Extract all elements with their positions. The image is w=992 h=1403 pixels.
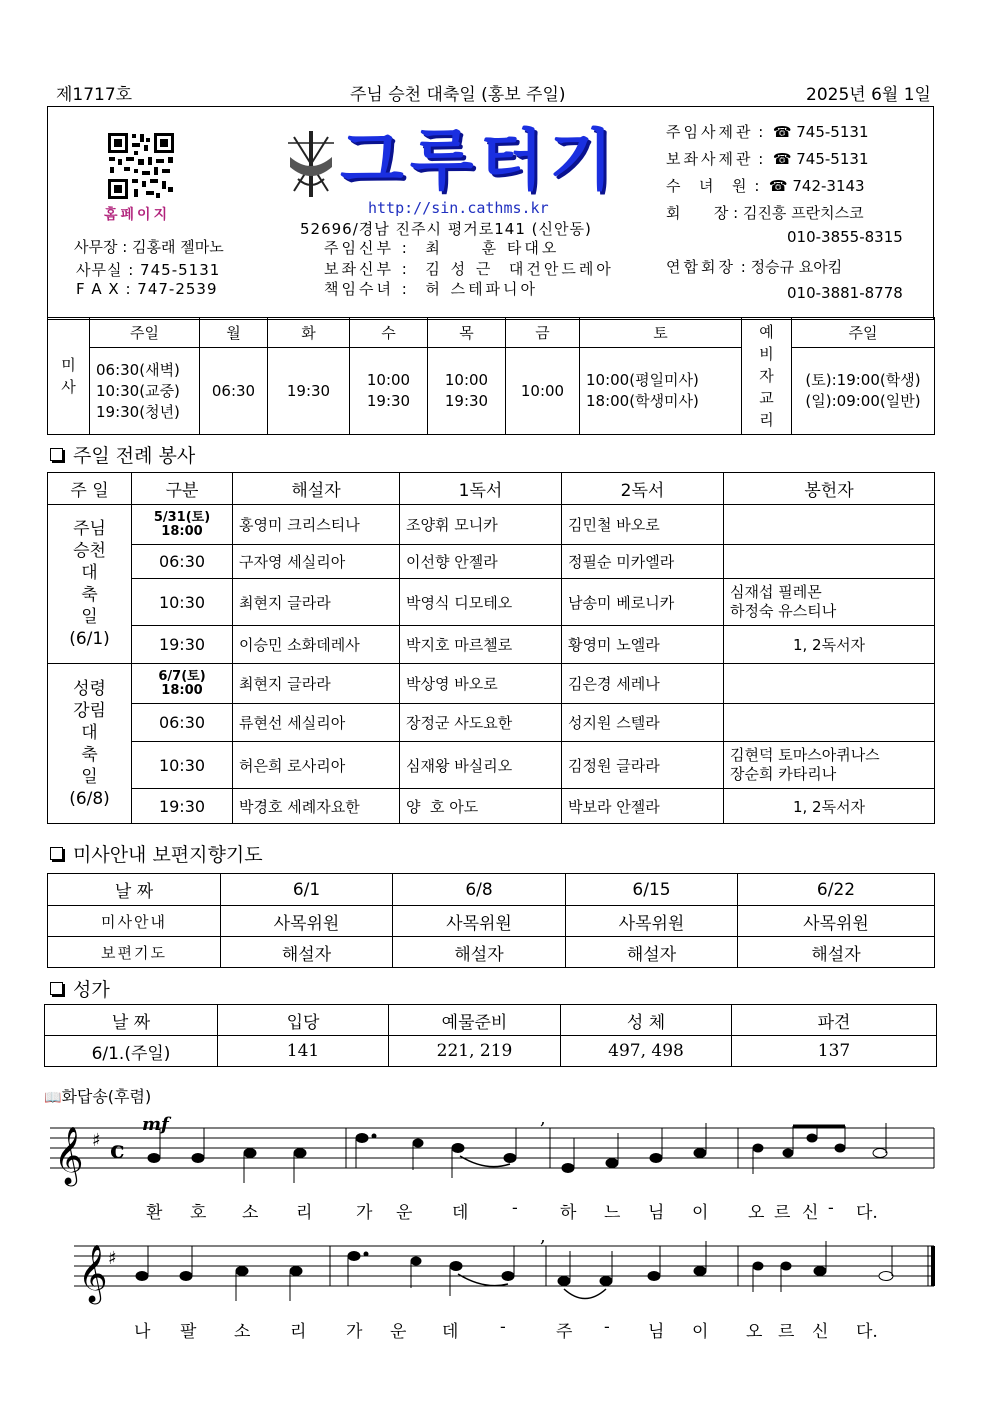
- reading1: 이선향 안젤라: [400, 545, 562, 579]
- music-staff-1: [50, 1108, 936, 1188]
- checkbox-icon: [50, 847, 63, 860]
- offering: [724, 579, 935, 626]
- logo-title: 그루터기: [340, 122, 620, 199]
- svg-text:𝄞: 𝄞: [78, 1244, 108, 1302]
- guide-cell: 사목위원: [738, 906, 935, 937]
- lyric: 운: [396, 1203, 413, 1223]
- guide-header-date: 6/8: [393, 874, 566, 906]
- mass-time: 10:00: [366, 371, 411, 389]
- psalm-title: [44, 1084, 151, 1107]
- reading2: 김은경 세레나: [562, 664, 724, 704]
- time-line: 18:00: [161, 682, 203, 698]
- mass-time: 06:30(새벽): [96, 360, 180, 379]
- catechism-time: (일):09:00(일반): [805, 392, 921, 410]
- contact-federation: 연합회장 : 정승규 요아킴: [666, 258, 843, 276]
- lyric: 주: [556, 1322, 573, 1342]
- contact-value: ☎ 742-3143: [768, 177, 865, 195]
- lyric: 오: [748, 1203, 765, 1223]
- mass-header-wed: 수: [350, 318, 428, 348]
- homepage-url[interactable]: http://sin.cathms.kr: [368, 199, 549, 217]
- contact-convent: 수 녀 원 : ☎ 742-3143: [666, 177, 865, 195]
- lyric: 팔: [180, 1322, 197, 1342]
- liturgy-time: 10:30: [132, 742, 233, 789]
- church-emblem-icon: [284, 129, 338, 199]
- lyrics-line-1: [0, 1198, 992, 1222]
- assistant-priest: 보좌신부 : 김 성 근 대건안드레아: [324, 260, 614, 278]
- offering: 1, 2독서자: [724, 789, 935, 824]
- liturgy-table: [47, 472, 935, 824]
- catechism-times: [792, 348, 935, 435]
- hymn-header: 파견: [732, 1005, 937, 1036]
- hymn-number: 137: [732, 1036, 937, 1067]
- mass-row-label: 미 사: [48, 318, 90, 435]
- mass-time: 19:30: [444, 392, 489, 410]
- time-line: 18:00: [161, 523, 203, 539]
- hymn-header: 날 짜: [45, 1005, 218, 1036]
- lyric: -: [828, 1198, 834, 1218]
- guide-header-date: 6/22: [738, 874, 935, 906]
- group-name-line: 대: [81, 722, 98, 743]
- lyric: 오: [746, 1322, 763, 1342]
- guide-row-label: 미사안내: [48, 906, 221, 937]
- reading1: 조양휘 모니카: [400, 505, 562, 545]
- hymn-date: 6/1.(주일): [45, 1036, 218, 1067]
- group-name-line: 축: [81, 744, 98, 765]
- contact-value: 정승규 요아킴: [750, 258, 843, 276]
- offering: 1, 2독서자: [724, 626, 935, 664]
- reading1: 박상영 바오로: [400, 664, 562, 704]
- contact-label: 수 녀 원: [666, 177, 750, 195]
- lyric: 운: [390, 1322, 407, 1342]
- issue-number: 제1717호: [56, 85, 133, 105]
- group-name-line: 승천: [73, 541, 106, 561]
- hymn-section-title: [50, 975, 110, 1002]
- lyric: -: [604, 1317, 610, 1337]
- mass-header-mon: 월: [200, 318, 268, 348]
- offering-line: 심재섭 필레몬: [730, 583, 822, 601]
- mass-schedule-table: [47, 317, 935, 435]
- contact-federation-phone: 010-3881-8778: [787, 284, 903, 302]
- svg-text:𝄞: 𝄞: [54, 1126, 84, 1184]
- svg-text:♯: ♯: [108, 1248, 117, 1269]
- contact-value: 김진흥 프란치스코: [742, 204, 864, 222]
- mass-sat-times: [580, 348, 742, 435]
- guide-table: [47, 873, 935, 968]
- lyric: 님: [648, 1322, 665, 1342]
- contact-rectory: 주임사제관 : ☎ 745-5131: [666, 123, 869, 141]
- checkbox-icon: [50, 982, 63, 995]
- svg-text:,: ,: [540, 1108, 546, 1129]
- lyric: 가: [356, 1203, 373, 1223]
- svg-text:c: c: [110, 1135, 125, 1164]
- commentator: 박경호 세례자요한: [233, 789, 400, 824]
- catechism-time: (토):19:00(학생): [805, 371, 921, 389]
- lyric: 데: [452, 1203, 469, 1223]
- offering-line: 장순희 카타리나: [730, 765, 837, 783]
- mass-time: 19:30: [366, 392, 411, 410]
- time-line: 6/7(토): [158, 668, 206, 684]
- lyric: 나: [134, 1322, 151, 1342]
- guide-cell: 해설자: [738, 937, 935, 968]
- liturgy-section-title: [50, 441, 195, 468]
- guide-cell: 사목위원: [566, 906, 738, 937]
- group-name-line: 성령: [73, 678, 106, 699]
- hymn-header: 성 체: [561, 1005, 732, 1036]
- offering: [724, 545, 935, 579]
- liturgy-time: 19:30: [132, 789, 233, 824]
- lyric: 다.: [856, 1322, 878, 1342]
- liturgy-header-commentator: 해설자: [233, 473, 400, 505]
- contact-label: 주임사제관: [666, 123, 754, 141]
- mass-header-catechism-sunday: 주일: [792, 318, 935, 348]
- commentator: 허은희 로사리아: [233, 742, 400, 789]
- contact-value: ☎ 745-5131: [772, 150, 869, 168]
- checkbox-icon: [50, 448, 63, 461]
- contact-value: ☎ 745-5131: [772, 123, 869, 141]
- dynamic-marking: mf: [142, 1114, 169, 1135]
- lyrics-line-2: [0, 1317, 992, 1341]
- masthead: [47, 106, 934, 320]
- group-name-line: (6/8): [69, 788, 110, 809]
- mass-sunday-times: [90, 348, 200, 435]
- hymn-number: 497, 498: [561, 1036, 732, 1067]
- group-name-line: 강림: [73, 700, 106, 721]
- lyric: 하: [560, 1203, 577, 1223]
- lyric: 소: [234, 1322, 251, 1342]
- office-phone: 사무실 : 745-5131: [76, 261, 221, 279]
- fax: F A X : 747-2539: [76, 280, 218, 298]
- mass-thu-times: [428, 348, 506, 435]
- contact-label: 보좌사제관: [666, 150, 754, 168]
- office-head: 사무장 : 김홍래 젤마노: [74, 238, 224, 256]
- liturgy-header-type: 구분: [132, 473, 233, 505]
- liturgy-title-text: 주일 전례 봉사: [73, 445, 196, 467]
- group-name-line: 주님: [73, 519, 106, 539]
- guide-section-title: [50, 840, 263, 867]
- offering-line: 하정숙 유스티나: [730, 602, 837, 620]
- offering-line: 김현덕 토마스아퀴나스: [730, 746, 880, 764]
- mass-time: 19:30(청년): [96, 402, 180, 421]
- homepage-label: 홈페이지: [104, 207, 171, 223]
- lyric: 가: [346, 1322, 363, 1342]
- mass-header-catechism: 예 비 자 교 리: [742, 318, 792, 435]
- liturgy-time: 10:30: [132, 579, 233, 626]
- contacts: [666, 121, 928, 310]
- lyric: 신: [812, 1322, 829, 1342]
- book-icon: 📖: [44, 1090, 62, 1106]
- liturgy-header-sunday: 주 일: [48, 473, 132, 505]
- mass-fri-time: 10:00: [506, 348, 580, 435]
- guide-header-date: 6/1: [221, 874, 393, 906]
- guide-header-date: 6/15: [566, 874, 738, 906]
- reading2: 정필순 미카엘라: [562, 545, 724, 579]
- liturgy-time: [132, 664, 233, 704]
- commentator: 류현선 세실리아: [233, 704, 400, 742]
- hymn-table: [44, 1004, 937, 1067]
- reading2: 황영미 노엘라: [562, 626, 724, 664]
- guide-row-label: 보편기도: [48, 937, 221, 968]
- mass-time: 10:30(교중): [96, 381, 180, 400]
- liturgy-header-offering: 봉헌자: [724, 473, 935, 505]
- reading2: 남송미 베로니카: [562, 579, 724, 626]
- guide-title-text: 미사안내 보편지향기도: [73, 844, 263, 866]
- lyric: 이: [692, 1203, 709, 1223]
- commentator: 홍영미 크리스티나: [233, 505, 400, 545]
- reading1: 장정군 사도요한: [400, 704, 562, 742]
- group-name-line: (6/1): [69, 629, 110, 649]
- lyric: 호: [190, 1203, 207, 1223]
- address: 52696/경남 진주시 평거로141 (신안동): [300, 220, 592, 238]
- psalm-title-text: 화답송(후렴): [61, 1087, 152, 1106]
- lyric: 이: [692, 1322, 709, 1342]
- guide-cell: 해설자: [393, 937, 566, 968]
- contact-label: 연합회장: [666, 258, 736, 276]
- hymn-header: 예물준비: [389, 1005, 561, 1036]
- hymn-number: 221, 219: [389, 1036, 561, 1067]
- lyric: 느: [604, 1203, 621, 1223]
- svg-text:♯: ♯: [92, 1130, 101, 1151]
- lyric: 소: [242, 1203, 259, 1223]
- contact-assistant: 보좌사제관 : ☎ 745-5131: [666, 150, 869, 168]
- music-staff-2: [74, 1226, 938, 1306]
- mass-time: 10:00(평일미사): [586, 371, 699, 389]
- reading1: 박영식 디모테오: [400, 579, 562, 626]
- lyric: 다.: [856, 1203, 878, 1223]
- time-line: 5/31(토): [153, 509, 211, 525]
- offering: [724, 664, 935, 704]
- offering: [724, 704, 935, 742]
- mass-header-fri: 금: [506, 318, 580, 348]
- commentator: 구자영 세실리아: [233, 545, 400, 579]
- reading2: 박보라 안젤라: [562, 789, 724, 824]
- hymn-number: 141: [218, 1036, 389, 1067]
- group-name-line: 축: [81, 585, 98, 605]
- liturgy-time: 19:30: [132, 626, 233, 664]
- guide-cell: 해설자: [221, 937, 393, 968]
- lyric: 르: [774, 1203, 791, 1223]
- liturgy-header-reading2: 2독서: [562, 473, 724, 505]
- mass-header-sunday: 주일: [90, 318, 200, 348]
- guide-cell: 사목위원: [221, 906, 393, 937]
- liturgy-group-name: [48, 505, 132, 664]
- group-name-line: 대: [81, 563, 98, 583]
- page-title: 주님 승천 대축일 (홍보 주일): [350, 85, 566, 105]
- reading1: 양 호 아도: [400, 789, 562, 824]
- lyric: 데: [442, 1322, 459, 1342]
- contact-label: 회 장: [666, 204, 729, 222]
- liturgy-time: [132, 505, 233, 545]
- offering: [724, 742, 935, 789]
- offering: [724, 505, 935, 545]
- group-name-line: 일: [81, 766, 98, 787]
- lyric: 르: [778, 1322, 795, 1342]
- mass-time: 10:00: [444, 371, 489, 389]
- mass-tue-time: 19:30: [268, 348, 350, 435]
- lyric: 리: [290, 1322, 307, 1342]
- lyric: 리: [296, 1203, 313, 1223]
- reading2: 성지원 스텔라: [562, 704, 724, 742]
- guide-header-date: 날 짜: [48, 874, 221, 906]
- reading1: 박지호 마르첼로: [400, 626, 562, 664]
- contact-president: 회 장 : 김진흥 프란치스코: [666, 204, 864, 222]
- svg-text:,: ,: [540, 1226, 546, 1247]
- reading1: 심재왕 바실리오: [400, 742, 562, 789]
- liturgy-time: 06:30: [132, 545, 233, 579]
- qr-code-icon[interactable]: [106, 131, 176, 201]
- commentator: 최현지 글라라: [233, 664, 400, 704]
- contact-president-phone: 010-3855-8315: [787, 228, 903, 246]
- guide-cell: 해설자: [566, 937, 738, 968]
- mass-header-thu: 목: [428, 318, 506, 348]
- mass-header-sat: 토: [580, 318, 742, 348]
- mass-header-tue: 화: [268, 318, 350, 348]
- commentator: 최현지 글라라: [233, 579, 400, 626]
- group-name-line: 일: [81, 607, 98, 627]
- mass-time: 18:00(학생미사): [586, 392, 699, 410]
- mass-mon-time: 06:30: [200, 348, 268, 435]
- liturgy-header-reading1: 1독서: [400, 473, 562, 505]
- lyric: -: [512, 1198, 518, 1218]
- lyric: -: [500, 1317, 506, 1337]
- pastor: 주임신부 : 최 훈 타대오: [324, 239, 560, 257]
- reading2: 김정원 글라라: [562, 742, 724, 789]
- sister: 책임수녀 : 허 스테파니아: [324, 280, 539, 298]
- reading2: 김민철 바오로: [562, 505, 724, 545]
- lyric: 님: [648, 1203, 665, 1223]
- commentator: 이승민 소화데레사: [233, 626, 400, 664]
- lyric: 환: [146, 1203, 163, 1223]
- hymn-header: 입당: [218, 1005, 389, 1036]
- issue-date: 2025년 6월 1일: [806, 85, 931, 105]
- guide-cell: 사목위원: [393, 906, 566, 937]
- mass-wed-times: [350, 348, 428, 435]
- liturgy-time: 06:30: [132, 704, 233, 742]
- hymn-title-text: 성가: [73, 979, 110, 1001]
- lyric: 신: [802, 1203, 819, 1223]
- liturgy-group-name: [48, 664, 132, 824]
